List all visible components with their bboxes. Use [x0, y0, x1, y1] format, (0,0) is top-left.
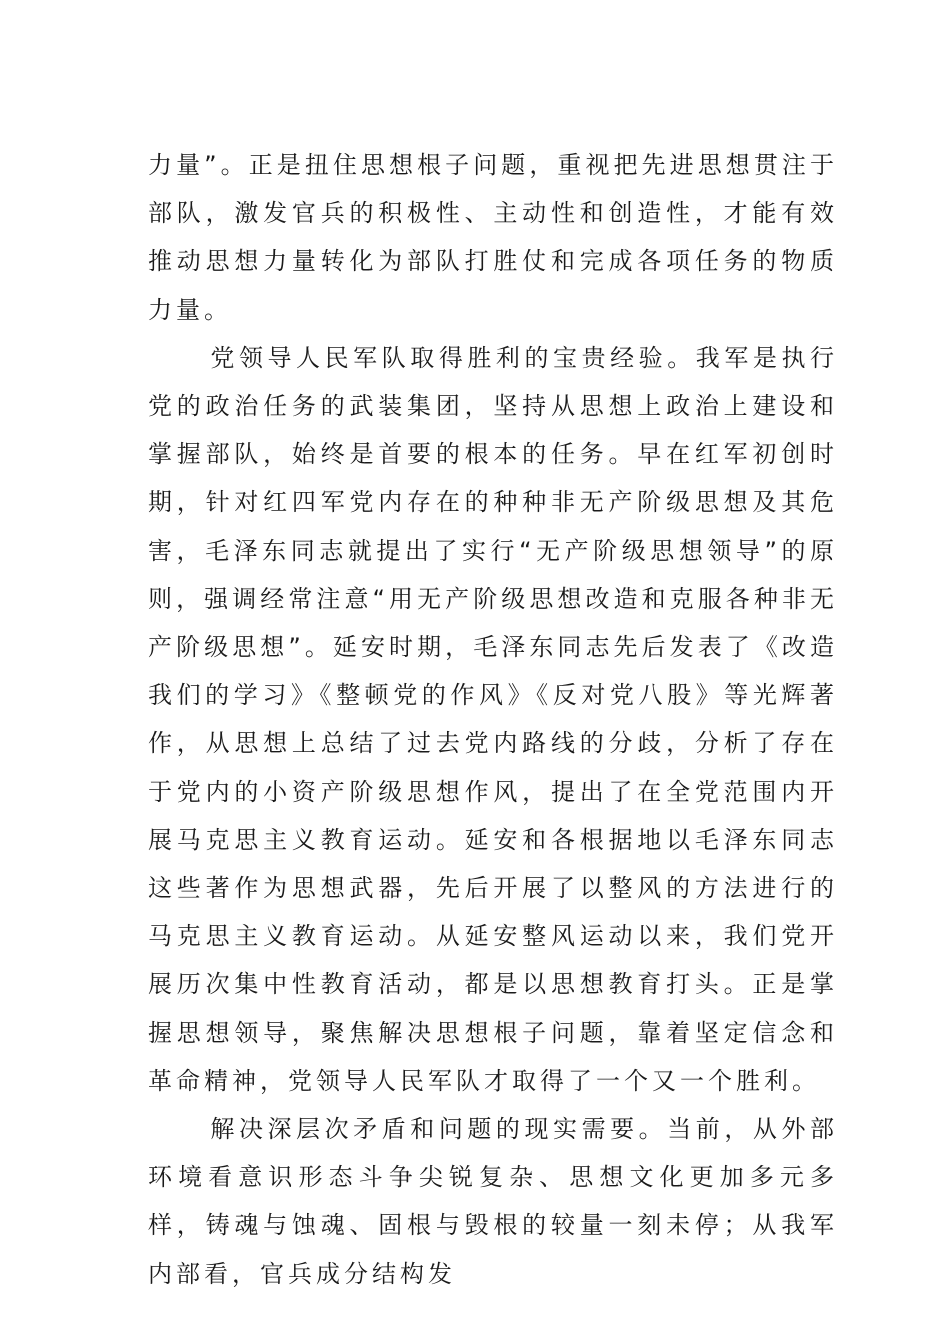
paragraph-2: 党领导人民军队取得胜利的宝贵经验。我军是执行党的政治任务的武装集团，坚持从思想上政治上建设和掌握部队，始终是首要的根本的任务。早在红军初创时期，针对红四军党内存在的种种非无产阶级思想及其危害，毛泽东同志就提出了实行“无产阶级思想领导”的原则，强调经常注意“用无产阶级思想改造和克服各种非无产阶级思想”。延安时期，毛泽东同志先后发表了《改造我们的学习》《整顿党的作风》《反对党八股》等光辉著作，从思想上总结了过去党内路线的分歧，分析了存在于党内的小资产阶级思想作风，提出了在全党范围内开展马克思主义教育运动。延安和各根据地以毛泽东同志这些著作为思想武器，先后开展了以整风的方法进行的马克思主义教育运动。从延安整风运动以来，我们党开展历次集中性教育活动，都是以思想教育打头。正是掌握思想领导，聚焦解决思想根子问题，靠着坚定信念和革命精神，党领导人民军队才取得了一个又一个胜利。 [148, 343, 838, 1095]
paragraph-3: 解决深层次矛盾和问题的现实需要。当前，从外部环境看意识形态斗争尖锐复杂、思想文化更加多元多样，铸魂与蚀魂、固根与毁根的较量一刻未停；从我军内部看，官兵成分结构发 [148, 1115, 838, 1288]
paragraph-1: 力量”。正是扭住思想根子问题，重视把先进思想贯注于部队，激发官兵的积极性、主动性和创造性，才能有效推动思想力量转化为部队打胜仗和完成各项任务的物质力量。 [148, 151, 838, 324]
body-text [148, 141, 838, 1298]
